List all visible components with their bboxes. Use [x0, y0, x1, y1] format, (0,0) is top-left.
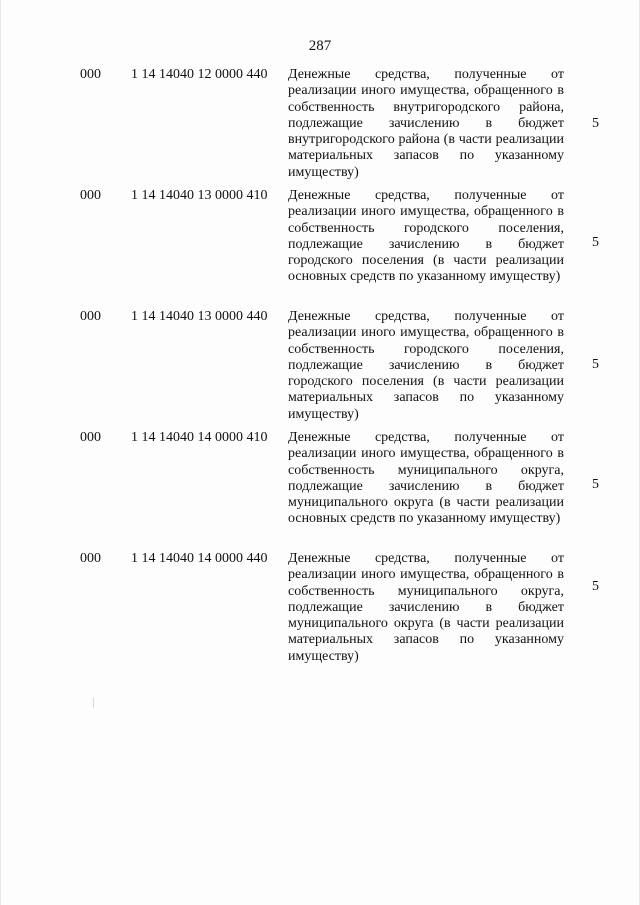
- table-row: [0, 185, 640, 306]
- admin-code: 000: [80, 430, 101, 445]
- revenue-table: [0, 64, 640, 669]
- admin-code: 000: [80, 551, 101, 566]
- budget-classification-code: 1 14 14040 14 0000 440: [131, 551, 268, 566]
- admin-code: 000: [80, 309, 101, 324]
- distribution-norm: 5: [592, 235, 599, 250]
- distribution-norm: 5: [592, 357, 599, 372]
- admin-code: 000: [80, 67, 101, 82]
- table-row: [0, 427, 640, 548]
- scan-artifact: [93, 698, 94, 708]
- distribution-norm: 5: [592, 579, 599, 594]
- revenue-name: Денежные средства, полученные от реализации иного имущества, обращенного в собственность городского поселения, подлежащие зачислению в бюджет городского поселения (в части реализации материальных запасов по указанному имуществу): [288, 309, 564, 422]
- table-row: [0, 548, 640, 669]
- revenue-name: Денежные средства, полученные от реализации иного имущества, обращенного в собственность внутригородского района, подлежащие зачислению в бюджет внутригородского района (в части реализации материальных запасов по указанному имуществу): [288, 67, 564, 180]
- budget-classification-code: 1 14 14040 12 0000 440: [131, 67, 268, 82]
- revenue-name: Денежные средства, полученные от реализации иного имущества, обращенного в собственность городского поселения, подлежащие зачислению в бюджет городского поселения (в части реализации основных средств по указанному имуществу): [288, 188, 564, 285]
- page-number: 287: [308, 38, 332, 54]
- revenue-name: Денежные средства, полученные от реализации иного имущества, обращенного в собственность муниципального округа, подлежащие зачислению в бюджет муниципального округа (в части реализации основных средств по указанному имуществу): [288, 430, 564, 527]
- table-row: [0, 64, 640, 185]
- revenue-name: Денежные средства, полученные от реализации иного имущества, обращенного в собственность муниципального округа, подлежащие зачислению в бюджет муниципального округа (в части реализации материальных запасов по указанному имуществу): [288, 551, 564, 664]
- budget-classification-code: 1 14 14040 13 0000 410: [131, 188, 268, 203]
- admin-code: 000: [80, 188, 101, 203]
- distribution-norm: 5: [592, 116, 599, 131]
- budget-classification-code: 1 14 14040 13 0000 440: [131, 309, 268, 324]
- table-row: [0, 306, 640, 427]
- budget-classification-code: 1 14 14040 14 0000 410: [131, 430, 268, 445]
- distribution-norm: 5: [592, 477, 599, 492]
